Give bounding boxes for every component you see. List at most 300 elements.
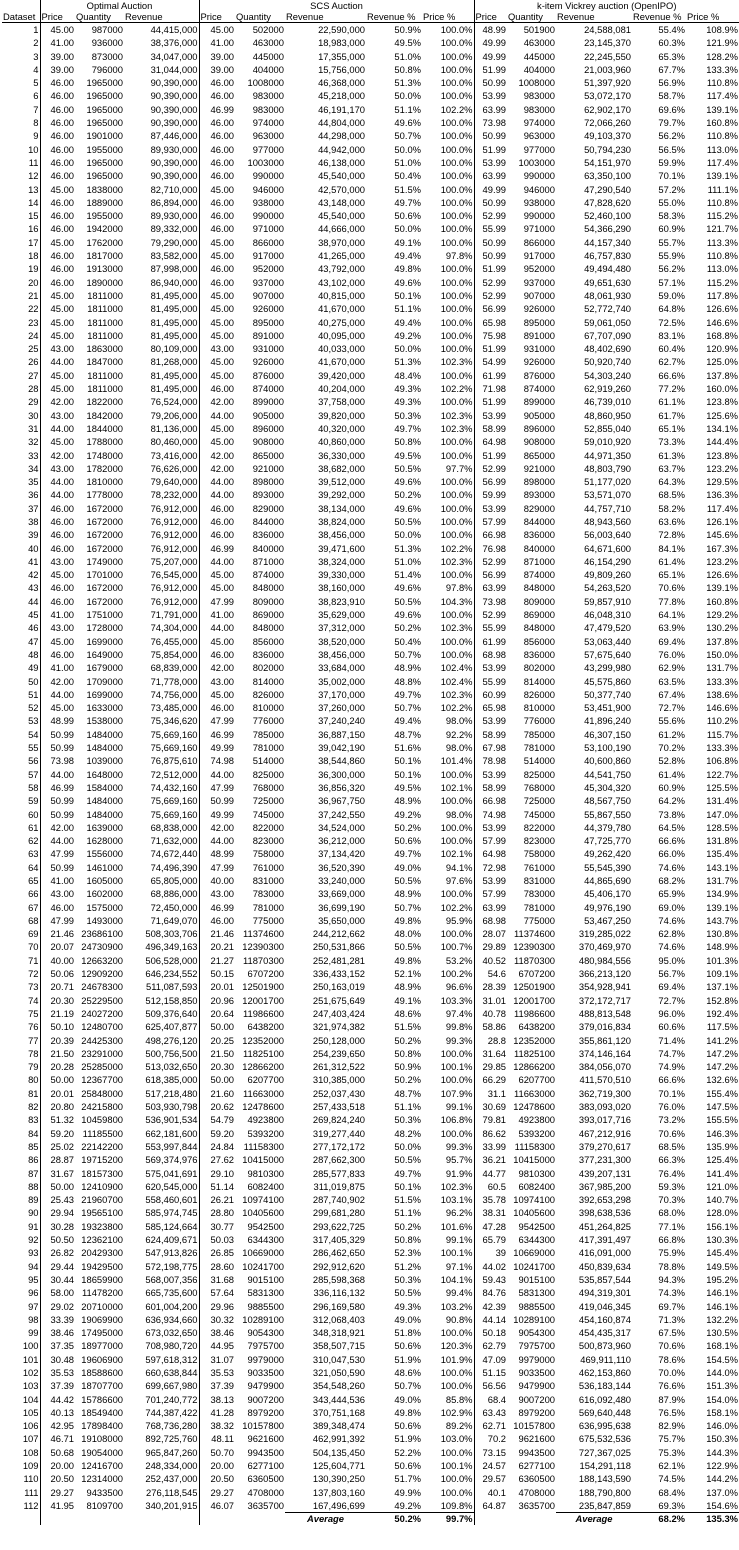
scs-quantity-cell: 4708000 <box>247 1486 284 1498</box>
dataset-cell: 69 <box>28 928 39 940</box>
optimal-price-cell: 45.00 <box>40 369 75 382</box>
table-row <box>2 581 739 594</box>
dataset-cell: 37 <box>28 502 39 514</box>
scs-price-pct-cell: 100.0% <box>440 609 473 621</box>
vickrey-revenue-cell: 48,860,950 <box>584 409 631 421</box>
scs-revenue-pct-cell: 50.7% <box>394 702 421 714</box>
vickrey-revenue-cell: 50,920,740 <box>584 356 631 368</box>
table-row <box>2 1406 739 1419</box>
optimal-revenue-cell: 744,387,422 <box>145 1406 198 1418</box>
table-row <box>2 741 739 754</box>
vickrey-price-cell: 31.01 <box>474 994 507 1007</box>
optimal-quantity-cell: 1639000 <box>86 821 123 833</box>
vickrey-price-cell: 51.99 <box>474 143 507 156</box>
optimal-quantity-cell: 1484000 <box>86 808 123 820</box>
vickrey-price-cell: 28.8 <box>474 1034 507 1047</box>
scs-price-pct-cell: 100.0% <box>440 63 473 75</box>
dataset-cell: 8 <box>33 117 39 129</box>
average-label-scs: Average <box>285 1513 366 1526</box>
optimal-price-cell: 37.39 <box>40 1379 75 1392</box>
optimal-revenue-cell: 89,930,000 <box>150 210 198 222</box>
scs-price-cell: 47.99 <box>199 714 235 727</box>
table-row <box>2 1220 739 1233</box>
table-row <box>2 954 739 967</box>
vickrey-price-pct-cell: 144.4% <box>706 436 738 448</box>
scs-price-pct-cell: 94.1% <box>445 861 473 873</box>
vickrey-price-pct-cell: 139.1% <box>706 170 738 182</box>
vickrey-price-pct-cell: 115.2% <box>706 210 738 222</box>
table-row <box>2 568 739 581</box>
scs-quantity-cell: 874000 <box>252 383 284 395</box>
vickrey-revenue-pct-cell: 61.2% <box>658 728 685 740</box>
vickrey-price-pct-cell: 141.2% <box>706 1034 738 1046</box>
vickrey-quantity-cell: 6360500 <box>518 1473 555 1485</box>
vickrey-price-pct-cell: 126.1% <box>706 515 738 527</box>
dataset-cell: 84 <box>28 1127 39 1139</box>
vickrey-price-pct-cell: 131.4% <box>706 795 738 807</box>
scs-revenue-pct-cell: 49.5% <box>394 781 421 793</box>
optimal-price-cell: 45.00 <box>40 316 75 329</box>
scs-price-pct-cell: 100.0% <box>440 1486 473 1498</box>
optimal-quantity-cell: 1648000 <box>86 768 123 780</box>
optimal-quantity-cell: 1701000 <box>86 569 123 581</box>
scs-price-pct-cell: 103.2% <box>440 1300 473 1312</box>
scs-price-cell: 46.00 <box>199 116 235 129</box>
vickrey-price-pct-cell: 133.3% <box>706 742 738 754</box>
optimal-revenue-cell: 81,268,000 <box>150 356 198 368</box>
dataset-cell: 57 <box>28 768 39 780</box>
vickrey-price-pct-cell: 128.2% <box>706 50 738 62</box>
scs-quantity-cell: 938000 <box>252 196 284 208</box>
optimal-price-cell: 46.00 <box>40 648 75 661</box>
vickrey-quantity-cell: 11663000 <box>513 1087 555 1099</box>
vickrey-price-cell: 49.99 <box>474 183 507 196</box>
vickrey-price-pct-cell: 108.9% <box>706 24 738 35</box>
scs-price-cell: 45.00 <box>199 23 235 37</box>
table-row <box>2 302 739 315</box>
vickrey-revenue-cell: 59,061,050 <box>584 316 631 328</box>
scs-revenue-pct-cell: 50.1% <box>394 755 421 767</box>
scs-price-cell: 20.62 <box>199 1100 235 1113</box>
scs-price-cell: 46.00 <box>199 701 235 714</box>
vickrey-price-pct-cell: 147.5% <box>706 1101 738 1113</box>
scs-revenue-pct-cell: 49.0% <box>394 1393 421 1405</box>
dataset-cell: 53 <box>28 715 39 727</box>
scs-revenue-pct-cell: 48.9% <box>394 662 421 674</box>
scs-revenue-cell: 336,116,132 <box>313 1287 365 1299</box>
scs-price-cell: 42.00 <box>199 821 235 834</box>
optimal-price-cell: 43.00 <box>40 409 75 422</box>
optimal-quantity-cell: 18707700 <box>81 1380 123 1392</box>
optimal-quantity-cell: 1822000 <box>86 396 123 408</box>
vickrey-price-cell: 39 <box>474 1246 507 1259</box>
optimal-revenue-cell: 75,854,000 <box>150 648 198 660</box>
dataset-cell: 48 <box>28 648 39 660</box>
dataset-cell: 97 <box>28 1300 39 1312</box>
scs-price-cell: 29.96 <box>199 1300 235 1313</box>
scs-revenue-pct-cell: 50.7% <box>394 901 421 913</box>
vickrey-quantity-cell: 848000 <box>523 622 555 634</box>
vickrey-price-cell: 58.99 <box>474 728 507 741</box>
scs-price-cell: 44.00 <box>199 768 235 781</box>
vickrey-price-cell: 58.99 <box>474 781 507 794</box>
scs-revenue-cell: 36,699,190 <box>318 901 365 913</box>
table-row <box>2 1246 739 1259</box>
dataset-cell: 62 <box>28 835 39 847</box>
col-header-vickrey-price: Price <box>474 11 507 23</box>
vickrey-price-cell: 53.99 <box>474 409 507 422</box>
vickrey-price-pct-cell: 130.2% <box>706 622 738 634</box>
scs-price-cell: 46.00 <box>199 515 235 528</box>
vickrey-revenue-pct-cell: 69.4% <box>658 635 685 647</box>
scs-price-cell: 46.00 <box>199 196 235 209</box>
scs-price-pct-cell: 102.3% <box>440 622 473 634</box>
optimal-quantity-cell: 1810000 <box>86 476 123 488</box>
scs-quantity-cell: 725000 <box>252 795 284 807</box>
scs-quantity-cell: 10241700 <box>242 1260 284 1272</box>
vickrey-price-pct-cell: 146.6% <box>706 316 738 328</box>
vickrey-price-pct-cell: 168.8% <box>706 329 738 341</box>
dataset-cell: 26 <box>28 356 39 368</box>
scs-revenue-cell: 312,068,403 <box>312 1313 365 1325</box>
vickrey-revenue-cell: 21,003,960 <box>584 63 631 75</box>
vickrey-price-pct-cell: 117.4% <box>706 156 738 168</box>
vickrey-price-pct-cell: 123.2% <box>706 555 738 567</box>
scs-revenue-cell: 15,756,000 <box>318 63 365 75</box>
table-row <box>2 1020 739 1033</box>
scs-price-cell: 48.99 <box>199 847 235 860</box>
dataset-cell: 30 <box>28 409 39 421</box>
table-row <box>2 1419 739 1432</box>
scs-price-cell: 41.00 <box>199 36 235 49</box>
vickrey-price-pct-cell: 111.1% <box>707 183 738 195</box>
optimal-revenue-cell: 71,791,000 <box>150 609 198 621</box>
scs-quantity-cell: 856000 <box>252 635 284 647</box>
table-row <box>2 342 739 355</box>
dataset-cell: 89 <box>28 1194 39 1206</box>
vickrey-revenue-pct-cell: 62.9% <box>658 662 685 674</box>
vickrey-quantity-cell: 891000 <box>523 329 555 341</box>
scs-revenue-cell: 317,405,329 <box>312 1234 365 1246</box>
dataset-cell: 23 <box>28 316 39 328</box>
vickrey-revenue-pct-cell: 74.9% <box>658 1061 685 1073</box>
table-row <box>2 728 739 741</box>
scs-price-cell: 45.00 <box>199 568 235 581</box>
vickrey-price-pct-cell: 125.0% <box>706 356 738 368</box>
table-row <box>2 249 739 262</box>
scs-revenue-pct-cell: 50.2% <box>394 1034 421 1046</box>
vickrey-revenue-cell: 370,469,970 <box>578 941 631 953</box>
vickrey-revenue-cell: 48,402,690 <box>584 343 631 355</box>
vickrey-revenue-pct-cell: 77.1% <box>658 1220 685 1232</box>
vickrey-revenue-pct-cell: 61.3% <box>658 449 685 461</box>
scs-price-cell: 45.00 <box>199 302 235 315</box>
vickrey-revenue-pct-cell: 74.5% <box>658 1473 685 1485</box>
scs-price-cell: 46.99 <box>199 728 235 741</box>
optimal-revenue-cell: 68,839,000 <box>150 662 198 674</box>
optimal-price-cell: 45.00 <box>40 289 75 302</box>
vickrey-revenue-cell: 675,532,536 <box>578 1433 631 1445</box>
vickrey-revenue-cell: 454,435,317 <box>578 1327 631 1339</box>
vickrey-revenue-pct-cell: 69.4% <box>658 981 685 993</box>
scs-price-cell: 44.00 <box>199 621 235 634</box>
scs-price-pct-cell: 100.0% <box>440 648 473 660</box>
scs-price-pct-cell: 95.7% <box>445 1154 473 1166</box>
vickrey-revenue-pct-cell: 55.7% <box>658 236 685 248</box>
scs-quantity-cell: 896000 <box>252 422 284 434</box>
vickrey-quantity-cell: 10241700 <box>513 1260 555 1272</box>
scs-revenue-pct-cell: 48.7% <box>394 728 421 740</box>
scs-quantity-cell: 9007200 <box>247 1393 284 1405</box>
vickrey-quantity-cell: 802000 <box>523 662 555 674</box>
table-row <box>2 1073 739 1086</box>
optimal-quantity-cell: 18659900 <box>81 1273 123 1285</box>
vickrey-revenue-pct-cell: 72.8% <box>658 529 685 541</box>
scs-revenue-pct-cell: 50.1% <box>394 289 421 301</box>
vickrey-quantity-cell: 917000 <box>523 250 555 262</box>
optimal-revenue-cell: 81,495,000 <box>150 383 198 395</box>
optimal-revenue-cell: 75,669,160 <box>150 742 198 754</box>
vickrey-quantity-cell: 926000 <box>523 303 555 315</box>
scs-price-cell: 38.13 <box>199 1393 235 1406</box>
optimal-revenue-cell: 76,626,000 <box>150 462 198 474</box>
scs-revenue-pct-cell: 50.6% <box>394 1460 421 1472</box>
scs-price-pct-cell: 102.4% <box>440 675 473 687</box>
vickrey-price-cell: 50.99 <box>474 76 507 89</box>
vickrey-revenue-pct-cell: 70.3% <box>658 1194 685 1206</box>
scs-quantity-cell: 10405600 <box>242 1207 284 1219</box>
vickrey-revenue-cell: 46,048,310 <box>584 609 631 621</box>
optimal-price-cell: 44.00 <box>40 355 75 368</box>
optimal-price-cell: 30.28 <box>40 1220 75 1233</box>
optimal-price-cell: 45.00 <box>40 236 75 249</box>
vickrey-revenue-cell: 48,061,930 <box>584 289 631 301</box>
scs-quantity-cell: 781000 <box>252 742 284 754</box>
optimal-quantity-cell: 1556000 <box>86 848 123 860</box>
optimal-quantity-cell: 22142200 <box>81 1140 123 1152</box>
scs-revenue-pct-cell: 50.6% <box>394 1420 421 1432</box>
vickrey-price-pct-cell: 128.0% <box>706 1207 738 1219</box>
vickrey-revenue-cell: 45,406,170 <box>584 888 631 900</box>
scs-quantity-cell: 926000 <box>252 356 284 368</box>
scs-revenue-cell: 36,856,320 <box>318 781 365 793</box>
optimal-quantity-cell: 1493000 <box>86 914 123 926</box>
dataset-cell: 2 <box>33 37 39 49</box>
scs-revenue-pct-cell: 50.2% <box>394 821 421 833</box>
scs-revenue-cell: 462,991,392 <box>312 1433 365 1445</box>
scs-price-cell: 44.00 <box>199 834 235 847</box>
table-row <box>2 1060 739 1073</box>
scs-price-cell: 46.00 <box>199 222 235 235</box>
vickrey-price-cell: 50.99 <box>474 236 507 249</box>
vickrey-price-pct-cell: 139.1% <box>706 582 738 594</box>
vickrey-revenue-cell: 439,207,131 <box>578 1167 631 1179</box>
scs-price-pct-cell: 100.0% <box>440 1074 473 1086</box>
scs-quantity-cell: 758000 <box>252 848 284 860</box>
optimal-quantity-cell: 12480700 <box>81 1021 123 1033</box>
scs-revenue-pct-cell: 51.9% <box>394 1433 421 1445</box>
vickrey-price-cell: 68.4 <box>474 1393 507 1406</box>
scs-price-pct-cell: 102.3% <box>440 555 473 567</box>
vickrey-price-pct-cell: 129.5% <box>706 476 738 488</box>
optimal-price-cell: 31.67 <box>40 1167 75 1180</box>
vickrey-revenue-cell: 500,873,960 <box>578 1340 631 1352</box>
optimal-price-cell: 46.00 <box>40 209 75 222</box>
optimal-quantity-cell: 19054000 <box>81 1446 123 1458</box>
dataset-cell: 40 <box>28 542 39 554</box>
scs-revenue-cell: 34,524,000 <box>318 821 365 833</box>
scs-revenue-pct-cell: 51.1% <box>394 103 421 115</box>
table-row <box>2 1286 739 1299</box>
vickrey-price-cell: 44.77 <box>474 1167 507 1180</box>
optimal-revenue-cell: 892,725,760 <box>145 1433 198 1445</box>
scs-revenue-cell: 38,456,000 <box>318 648 365 660</box>
vickrey-price-pct-cell: 106.8% <box>706 755 738 767</box>
table-row <box>2 169 739 182</box>
scs-price-cell: 45.00 <box>199 635 235 648</box>
optimal-price-cell: 50.00 <box>40 1180 75 1193</box>
optimal-revenue-cell: 500,756,500 <box>145 1047 198 1059</box>
vickrey-price-pct-cell: 195.2% <box>706 1273 738 1285</box>
scs-price-pct-cell: 100.0% <box>440 276 473 288</box>
dataset-cell: 76 <box>28 1021 39 1033</box>
dataset-cell: 16 <box>28 223 39 235</box>
dataset-cell: 109 <box>22 1460 39 1472</box>
scs-revenue-pct-cell: 50.8% <box>394 63 421 75</box>
vickrey-revenue-pct-cell: 95.0% <box>658 954 685 966</box>
scs-price-cell: 20.21 <box>199 940 235 953</box>
scs-price-cell: 43.00 <box>199 675 235 688</box>
vickrey-quantity-cell: 829000 <box>523 502 555 514</box>
vickrey-revenue-pct-cell: 75.7% <box>658 1433 685 1445</box>
optimal-price-cell: 46.00 <box>40 89 75 102</box>
scs-quantity-cell: 829000 <box>252 502 284 514</box>
scs-price-cell: 45.00 <box>199 236 235 249</box>
scs-quantity-cell: 781000 <box>252 901 284 913</box>
vickrey-price-pct-cell: 147.2% <box>706 1047 738 1059</box>
scs-price-cell: 41.28 <box>199 1406 235 1419</box>
scs-revenue-pct-cell: 49.4% <box>394 250 421 262</box>
scs-price-pct-cell: 53.2% <box>445 954 473 966</box>
vickrey-price-cell: 29.85 <box>474 1060 507 1073</box>
scs-revenue-cell: 36,300,000 <box>318 768 365 780</box>
optimal-price-cell: 50.06 <box>40 967 75 980</box>
scs-quantity-cell: 3635700 <box>247 1500 284 1512</box>
optimal-quantity-cell: 1842000 <box>86 409 123 421</box>
vickrey-revenue-pct-cell: 70.1% <box>658 170 685 182</box>
vickrey-price-pct-cell: 133.3% <box>706 675 738 687</box>
vickrey-price-pct-cell: 110.8% <box>706 250 738 262</box>
scs-revenue-cell: 37,134,420 <box>318 848 365 860</box>
scs-price-pct-cell: 100.0% <box>440 77 473 89</box>
scs-price-pct-cell: 100.0% <box>440 263 473 275</box>
scs-quantity-cell: 983000 <box>252 90 284 102</box>
dataset-cell: 81 <box>28 1087 39 1099</box>
scs-quantity-cell: 11374600 <box>242 928 284 940</box>
optimal-quantity-cell: 1955000 <box>86 210 123 222</box>
scs-quantity-cell: 11158300 <box>243 1140 284 1152</box>
vickrey-quantity-cell: 931000 <box>523 343 555 355</box>
scs-price-pct-cell: 100.0% <box>440 502 473 514</box>
scs-quantity-cell: 844000 <box>252 515 284 527</box>
vickrey-price-pct-cell: 130.3% <box>706 1234 738 1246</box>
scs-price-cell: 50.15 <box>199 967 235 980</box>
optimal-quantity-cell: 24678300 <box>81 981 123 993</box>
scs-revenue-pct-cell: 51.5% <box>394 1194 421 1206</box>
optimal-price-cell: 39.00 <box>40 63 75 76</box>
dataset-cell: 71 <box>28 954 39 966</box>
table-row <box>2 1313 739 1326</box>
scs-revenue-pct-cell: 49.8% <box>394 954 421 966</box>
optimal-price-cell: 25.43 <box>40 1193 75 1206</box>
vickrey-revenue-pct-cell: 64.1% <box>658 609 685 621</box>
dataset-cell: 14 <box>28 196 39 208</box>
scs-price-pct-cell: 100.0% <box>440 156 473 168</box>
scs-price-pct-cell: 100.0% <box>440 835 473 847</box>
dataset-cell: 50 <box>28 675 39 687</box>
vickrey-price-pct-cell: 128.5% <box>706 821 738 833</box>
optimal-revenue-cell: 44,415,000 <box>150 24 198 35</box>
dataset-cell: 79 <box>28 1061 39 1073</box>
vickrey-revenue-cell: 367,985,200 <box>578 1180 631 1192</box>
optimal-price-cell: 29.27 <box>40 1486 75 1499</box>
scs-price-cell: 39.00 <box>199 63 235 76</box>
scs-price-pct-cell: 102.2% <box>440 383 473 395</box>
optimal-price-cell: 46.99 <box>40 781 75 794</box>
vickrey-revenue-pct-cell: 67.7% <box>658 63 685 75</box>
scs-price-cell: 21.27 <box>199 954 235 967</box>
optimal-quantity-cell: 1672000 <box>86 515 123 527</box>
optimal-revenue-cell: 547,913,826 <box>145 1247 198 1259</box>
vickrey-quantity-cell: 10974100 <box>513 1194 555 1206</box>
vickrey-revenue-cell: 55,867,550 <box>584 808 631 820</box>
vickrey-revenue-cell: 48,943,560 <box>584 515 631 527</box>
vickrey-revenue-pct-cell: 71.4% <box>658 1034 685 1046</box>
vickrey-revenue-cell: 49,262,420 <box>584 848 631 860</box>
scs-price-pct-cell: 102.4% <box>440 662 473 674</box>
vickrey-revenue-cell: 64,671,600 <box>584 542 631 554</box>
scs-price-pct-cell: 109.8% <box>440 1499 473 1511</box>
scs-revenue-cell: 251,675,649 <box>312 994 365 1006</box>
optimal-price-cell: 44.00 <box>40 834 75 847</box>
scs-revenue-pct-cell: 49.6% <box>394 276 421 288</box>
scs-revenue-cell: 389,348,474 <box>312 1420 365 1432</box>
vickrey-price-cell: 49.99 <box>474 50 507 63</box>
vickrey-price-cell: 28.39 <box>474 980 507 993</box>
optimal-price-cell: 45.00 <box>40 635 75 648</box>
vickrey-price-pct-cell: 117.5% <box>706 1021 738 1033</box>
scs-price-cell: 46.07 <box>199 1499 235 1513</box>
optimal-price-cell: 46.00 <box>40 129 75 142</box>
vickrey-quantity-cell: 908000 <box>523 436 555 448</box>
dataset-cell: 111 <box>24 1486 39 1498</box>
scs-quantity-cell: 891000 <box>252 329 284 341</box>
optimal-price-cell: 44.00 <box>40 688 75 701</box>
optimal-quantity-cell: 1942000 <box>86 223 123 235</box>
vickrey-revenue-cell: 488,813,548 <box>578 1007 631 1019</box>
vickrey-revenue-pct-cell: 79.7% <box>658 117 685 129</box>
scs-revenue-cell: 252,037,430 <box>312 1087 365 1099</box>
optimal-quantity-cell: 1672000 <box>86 529 123 541</box>
optimal-price-cell: 21.46 <box>40 927 75 940</box>
table-row <box>2 382 739 395</box>
vickrey-quantity-cell: 1008000 <box>518 77 555 89</box>
optimal-price-cell: 38.46 <box>40 1326 75 1339</box>
dataset-cell: 104 <box>22 1393 39 1405</box>
scs-price-pct-cell: 99.1% <box>445 1101 473 1113</box>
optimal-revenue-cell: 506,528,000 <box>145 954 198 966</box>
optimal-price-cell: 39.00 <box>40 50 75 63</box>
